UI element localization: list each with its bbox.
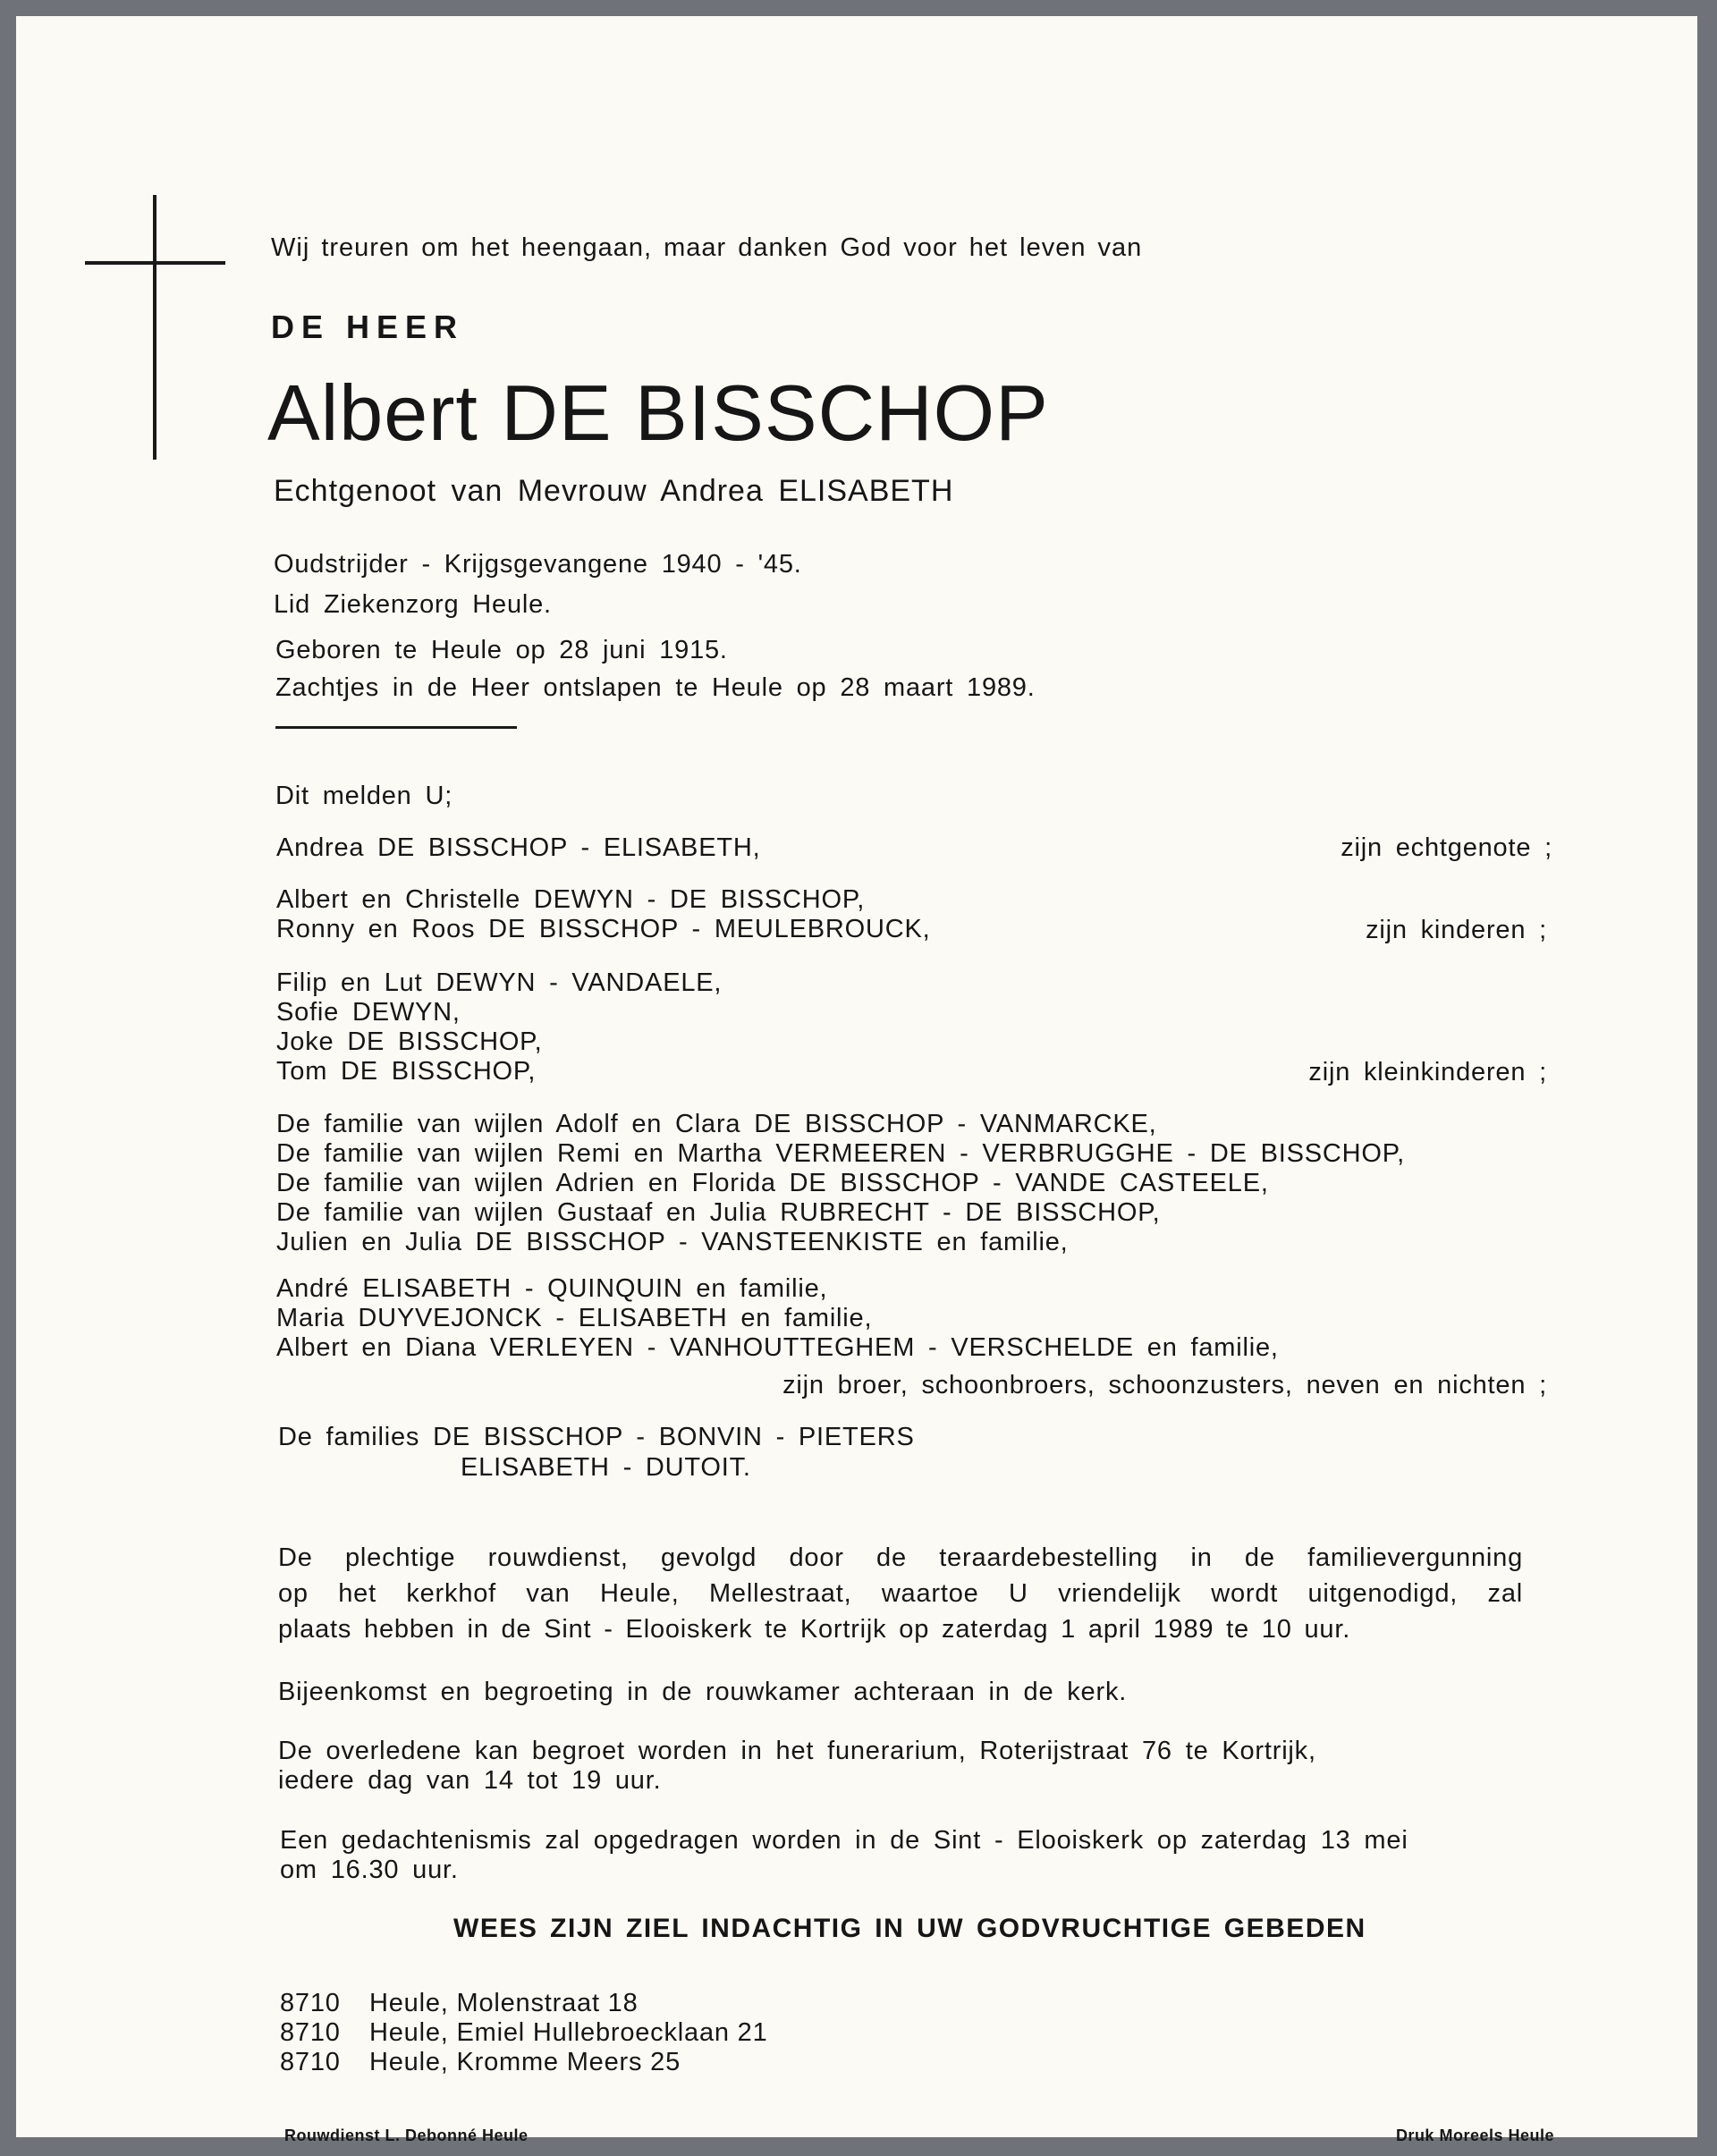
memorial-card bbox=[16, 16, 1697, 2144]
paragraph-line: plaats hebben in de Sint - Elooiskerk te Kortrijk op zaterdag 1 april 1989 te 10 uur. bbox=[278, 1615, 1351, 1644]
in-laws-list bbox=[276, 1274, 1279, 1363]
paragraph-line: De overledene kan begroet worden in het funerarium, Roterijstraat 76 te Kortrijk, bbox=[278, 1737, 1316, 1765]
gathering-line: Bijeenkomst en begroeting in de rouwkamer achteraan in de kerk. bbox=[278, 1678, 1128, 1706]
families-line-2: ELISABETH - DUTOIT. bbox=[461, 1453, 751, 1482]
list-item: André ELISABETH - QUINQUIN en familie, bbox=[276, 1274, 828, 1303]
list-item: De familie van wijlen Remi en Martha VERMEEREN - VERBRUGGHE - DE BISSCHOP, bbox=[276, 1139, 1405, 1168]
list-item: Filip en Lut DEWYN - VANDAELE, bbox=[276, 968, 723, 997]
children-role: zijn kinderen ; bbox=[1366, 916, 1547, 944]
closing-line: WEES ZIJN ZIEL INDACHTIG IN UW GODVRUCHTIGE GEBEDEN bbox=[453, 1914, 1366, 1943]
viewing-paragraph bbox=[278, 1737, 1316, 1796]
paragraph-line: De plechtige rouwdienst, gevolgd door de teraardebestelling in de familievergunning bbox=[278, 1543, 1523, 1572]
service-paragraph bbox=[278, 1540, 1523, 1647]
list-item: Ronny en Roos DE BISSCHOP - MEULEBROUCK, bbox=[276, 915, 931, 943]
grandchildren-role: zijn kleinkinderen ; bbox=[1308, 1058, 1547, 1086]
honorific: DE HEER bbox=[271, 309, 465, 345]
paragraph-line: om 16.30 uur. bbox=[280, 1856, 459, 1884]
life-dates bbox=[275, 631, 1036, 706]
footer-right: Druk Moreels Heule bbox=[1395, 2126, 1554, 2144]
postal-code: 8710 bbox=[280, 2018, 341, 2047]
list-item: De familie van wijlen Gustaaf en Julia RUBRECHT - DE BISSCHOP, bbox=[276, 1198, 1161, 1227]
list-item: Sofie DEWYN, bbox=[276, 998, 461, 1027]
street: Heule, Kromme Meers 25 bbox=[369, 2048, 681, 2076]
postal-code: 8710 bbox=[280, 2048, 341, 2076]
address-item bbox=[280, 2048, 768, 2077]
list-item: Albert en Christelle DEWYN - DE BISSCHOP, bbox=[276, 885, 866, 914]
list-item: Joke DE BISSCHOP, bbox=[276, 1027, 543, 1056]
children-list bbox=[276, 885, 930, 944]
list-item: Julien en Julia DE BISSCHOP - VANSTEENKISTE en familie, bbox=[276, 1228, 1069, 1256]
memberships bbox=[274, 545, 802, 625]
relatives-role: zijn broer, schoonbroers, schoonzusters, neven en nichten ; bbox=[782, 1371, 1547, 1399]
address-list bbox=[280, 1989, 768, 2077]
divider bbox=[275, 726, 517, 729]
membership-item: Lid Ziekenzorg Heule. bbox=[274, 590, 552, 619]
memorial-paragraph bbox=[280, 1826, 1408, 1885]
deceased-name: Albert DE BISSCHOP bbox=[267, 368, 1049, 457]
list-item: De familie van wijlen Adolf en Clara DE BISSCHOP - VANMARCKE, bbox=[276, 1110, 1157, 1138]
relatives-list bbox=[276, 1110, 1405, 1257]
list-item: Albert en Diana VERLEYEN - VANHOUTTEGHEM - VERSCHELDE en familie, bbox=[276, 1333, 1279, 1362]
list-item: Maria DUYVEJONCK - ELISABETH en familie, bbox=[276, 1304, 873, 1332]
spouse-role: zijn echtgenote ; bbox=[1341, 833, 1552, 862]
paragraph-line: Een gedachtenismis zal opgedragen worden in de Sint - Elooiskerk op zaterdag 13 mei bbox=[280, 1826, 1408, 1855]
membership-item: Oudstrijder - Krijgsgevangene 1940 - '45. bbox=[274, 550, 802, 579]
address-item bbox=[280, 2018, 768, 2048]
street: Heule, Emiel Hullebroecklaan 21 bbox=[369, 2018, 768, 2047]
born-line: Geboren te Heule op 28 juni 1915. bbox=[275, 636, 728, 664]
grandchildren-list bbox=[276, 968, 722, 1086]
paragraph-line: op het kerkhof van Heule, Mellestraat, waartoe U vriendelijk wordt uitgenodigd, zal bbox=[278, 1579, 1523, 1608]
spouse-line: Echtgenoot van Mevrouw Andrea ELISABETH bbox=[274, 474, 954, 508]
list-item: De familie van wijlen Adrien en Florida DE BISSCHOP - VANDE CASTEELE, bbox=[276, 1169, 1269, 1197]
families-line-1: De families DE BISSCHOP - BONVIN - PIETERS bbox=[278, 1423, 915, 1451]
paragraph-line: iedere dag van 14 tot 19 uur. bbox=[278, 1766, 662, 1795]
intro-line: Wij treuren om het heengaan, maar danken God voor het leven van bbox=[271, 233, 1143, 262]
announce-line: Dit melden U; bbox=[275, 782, 453, 810]
family-spouse: Andrea DE BISSCHOP - ELISABETH, bbox=[276, 833, 761, 862]
died-line: Zachtjes in de Heer ontslapen te Heule op 28 maart 1989. bbox=[275, 673, 1036, 702]
street: Heule, Molenstraat 18 bbox=[369, 1989, 639, 2017]
postal-code: 8710 bbox=[280, 1989, 341, 2017]
list-item: Tom DE BISSCHOP, bbox=[276, 1057, 537, 1086]
footer-left: Rouwdienst L. Debonné Heule bbox=[284, 2126, 529, 2144]
address-item bbox=[280, 1989, 768, 2018]
